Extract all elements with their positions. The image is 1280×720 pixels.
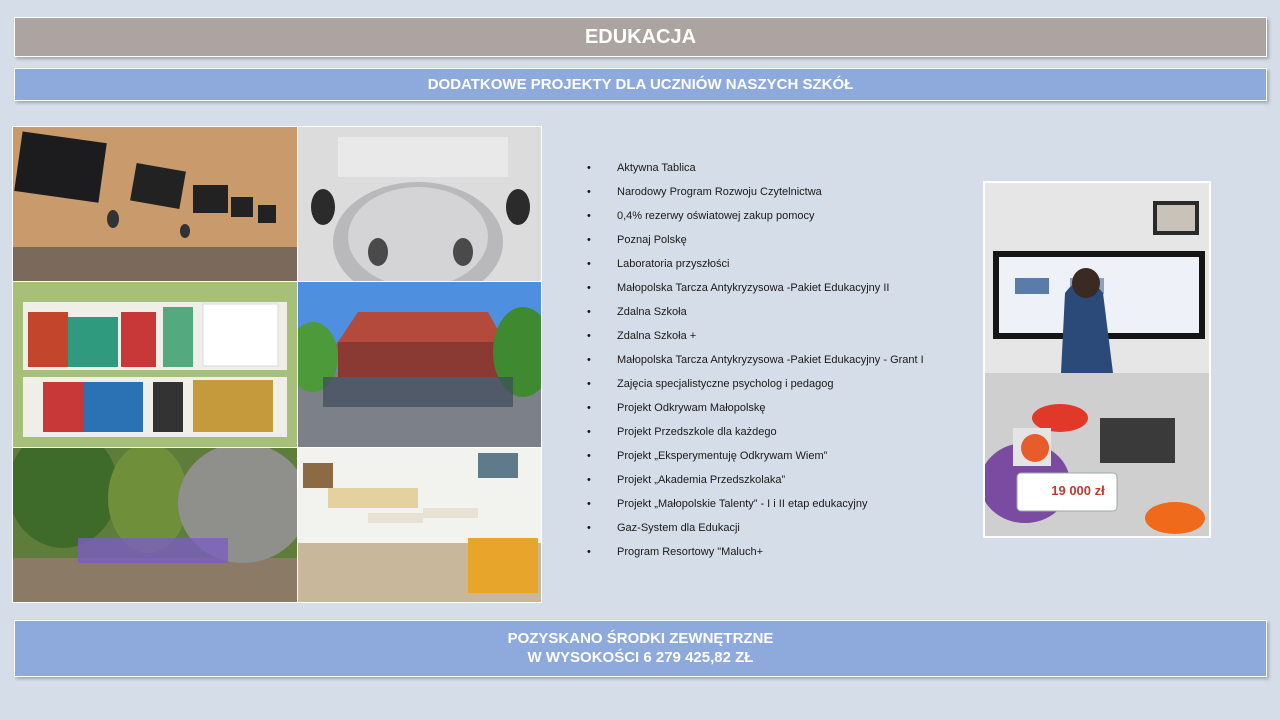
list-item: • Małopolska Tarcza Antykryzysowa -Pakiet Edukacyjny - Grant I — [585, 352, 975, 376]
section-subtitle: DODATKOWE PROJEKTY DLA UCZNIÓW NASZYCH SZKÓŁ — [14, 68, 1267, 101]
funding-summary-line-1: POZYSKANO ŚRODKI ZEWNĘTRZNE — [507, 630, 774, 647]
list-item: • Projekt „Akademia Przedszkolaka” — [585, 472, 975, 496]
list-item: • Projekt Odkrywam Małopolskę — [585, 400, 975, 424]
photo-robot — [298, 127, 541, 281]
list-item: • Projekt „Eksperymentuję Odkrywam Wiem” — [585, 448, 975, 472]
funding-summary-line-2: W WYSOKOŚCI 6 279 425,82 ZŁ — [527, 649, 754, 666]
list-item: • Zdalna Szkoła — [585, 304, 975, 328]
list-item: • Aktywna Tablica — [585, 160, 975, 184]
photo-bookshelf — [13, 282, 297, 447]
list-item: • Zdalna Szkoła + — [585, 328, 975, 352]
list-item: • Narodowy Program Rozwoju Czytelnictwa — [585, 184, 975, 208]
list-item: • Małopolska Tarcza Antykryzysowa -Pakiet Edukacyjny II — [585, 280, 975, 304]
page-title: EDUKACJA — [14, 17, 1267, 57]
projects-list — [585, 160, 975, 568]
list-item: • 0,4% rezerwy oświatowej zakup pomocy — [585, 208, 975, 232]
photo-stadium-trip — [298, 282, 541, 447]
list-item: • Zajęcia specjalistyczne psycholog i pedagog — [585, 376, 975, 400]
photo-interactive-board — [983, 181, 1211, 538]
photo-collage — [12, 126, 542, 603]
list-item: • Poznaj Polskę — [585, 232, 975, 256]
list-item: • Gaz-System dla Edukacji — [585, 520, 975, 544]
list-item: • Projekt „Małopolskie Talenty” - I i II etap edukacyjny — [585, 496, 975, 520]
list-item: • Projekt Przedszkole dla każdego — [585, 424, 975, 448]
funding-summary — [14, 620, 1267, 677]
list-item: • Program Resortowy "Maluch+ — [585, 544, 975, 568]
photo-laptops — [13, 127, 297, 281]
amount-sign-label: 19 000 zł — [1051, 483, 1105, 498]
photo-preschool-classroom — [298, 448, 541, 602]
photo-rocks-trip — [13, 448, 297, 602]
list-item: • Laboratoria przyszłości — [585, 256, 975, 280]
